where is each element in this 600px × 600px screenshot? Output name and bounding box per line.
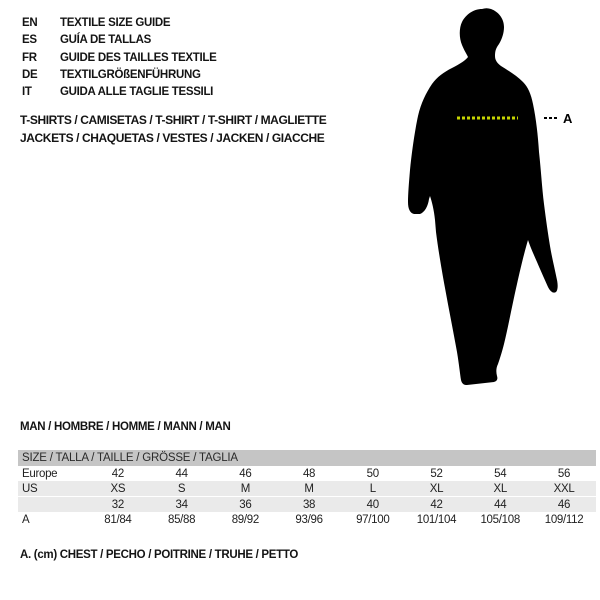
language-code: FR — [22, 51, 37, 64]
category-tshirts: T-SHIRTS / CAMISETAS / T-SHIRT / T-SHIRT / MAGLIETTE — [20, 113, 327, 127]
table-row-numeric — [18, 497, 596, 513]
size-cell: 42 — [405, 497, 469, 513]
size-cell: 97/100 — [356, 513, 390, 526]
size-cell: 89/92 — [231, 513, 259, 526]
size-cell: 44 — [468, 497, 532, 513]
size-cell: L — [341, 481, 405, 497]
size-table-header: SIZE / TALLA / TAILLE / GRÖSSE / TAGLIA — [18, 450, 596, 466]
language-label: GUIDE DES TAILLES TEXTILE — [60, 51, 217, 64]
language-code: DE — [22, 68, 38, 81]
section-title-man: MAN / HOMBRE / HOMME / MANN / MAN — [20, 421, 231, 433]
size-cell: 54 — [494, 467, 507, 480]
size-cell: XL — [405, 481, 469, 497]
language-code: IT — [22, 86, 32, 99]
language-code: ES — [22, 34, 37, 47]
size-cell: 50 — [366, 467, 379, 480]
size-cell: 52 — [430, 467, 443, 480]
table-row-europe — [18, 466, 596, 481]
size-cell: 32 — [86, 497, 150, 513]
size-cell: 81/84 — [104, 513, 132, 526]
size-table-header-row — [18, 450, 596, 466]
language-row-es — [22, 32, 217, 49]
size-cell: XL — [468, 481, 532, 497]
language-label: TEXTILE SIZE GUIDE — [60, 17, 171, 29]
size-cell: 42 — [111, 467, 124, 480]
size-cell: 46 — [239, 467, 252, 480]
size-cell: 46 — [532, 497, 596, 513]
language-row-de — [22, 67, 217, 84]
row-label: Europe — [22, 467, 58, 480]
size-table — [18, 450, 596, 527]
language-list — [22, 15, 217, 101]
size-cell: 34 — [150, 497, 214, 513]
row-label — [18, 497, 86, 513]
table-row-chest-a — [18, 512, 596, 527]
table-row-us — [18, 481, 596, 497]
size-cell: 85/88 — [167, 513, 196, 526]
category-jackets: JACKETS / CHAQUETAS / VESTES / JACKEN / GIACCHE — [20, 131, 325, 145]
language-label: GUIDA ALLE TAGLIE TESSILI — [60, 86, 214, 99]
row-label: US — [18, 481, 86, 497]
language-row-en — [22, 15, 217, 32]
man-silhouette-shape — [408, 8, 558, 385]
size-cell: 38 — [277, 497, 341, 513]
size-cell: XS — [86, 481, 150, 497]
size-cell: XXL — [532, 481, 596, 497]
row-label: A — [22, 513, 30, 526]
size-cell: 105/108 — [480, 513, 520, 526]
size-cell: 109/112 — [544, 513, 584, 526]
language-label: TEXTILGRÖßENFÜHRUNG — [60, 68, 201, 81]
garment-categories — [20, 111, 326, 147]
size-cell: 40 — [341, 497, 405, 513]
language-label: GUÍA DE TALLAS — [60, 34, 151, 47]
size-cell: S — [150, 481, 214, 497]
size-cell: M — [277, 481, 341, 497]
size-cell: M — [213, 481, 277, 497]
size-cell: 36 — [213, 497, 277, 513]
man-silhouette-figure — [400, 0, 600, 400]
measure-footnote: A. (cm) CHEST / PECHO / POITRINE / TRUHE / PETTO — [20, 549, 299, 561]
size-cell: 48 — [302, 467, 316, 480]
size-cell: 44 — [175, 467, 188, 480]
language-code: EN — [22, 17, 38, 29]
size-cell: 56 — [557, 467, 571, 480]
measure-label-a: A — [563, 111, 573, 126]
language-row-fr — [22, 50, 217, 67]
size-cell: 93/96 — [295, 513, 323, 526]
size-cell: 101/104 — [416, 513, 457, 526]
language-row-it — [22, 84, 217, 101]
man-silhouette-icon — [400, 0, 600, 400]
